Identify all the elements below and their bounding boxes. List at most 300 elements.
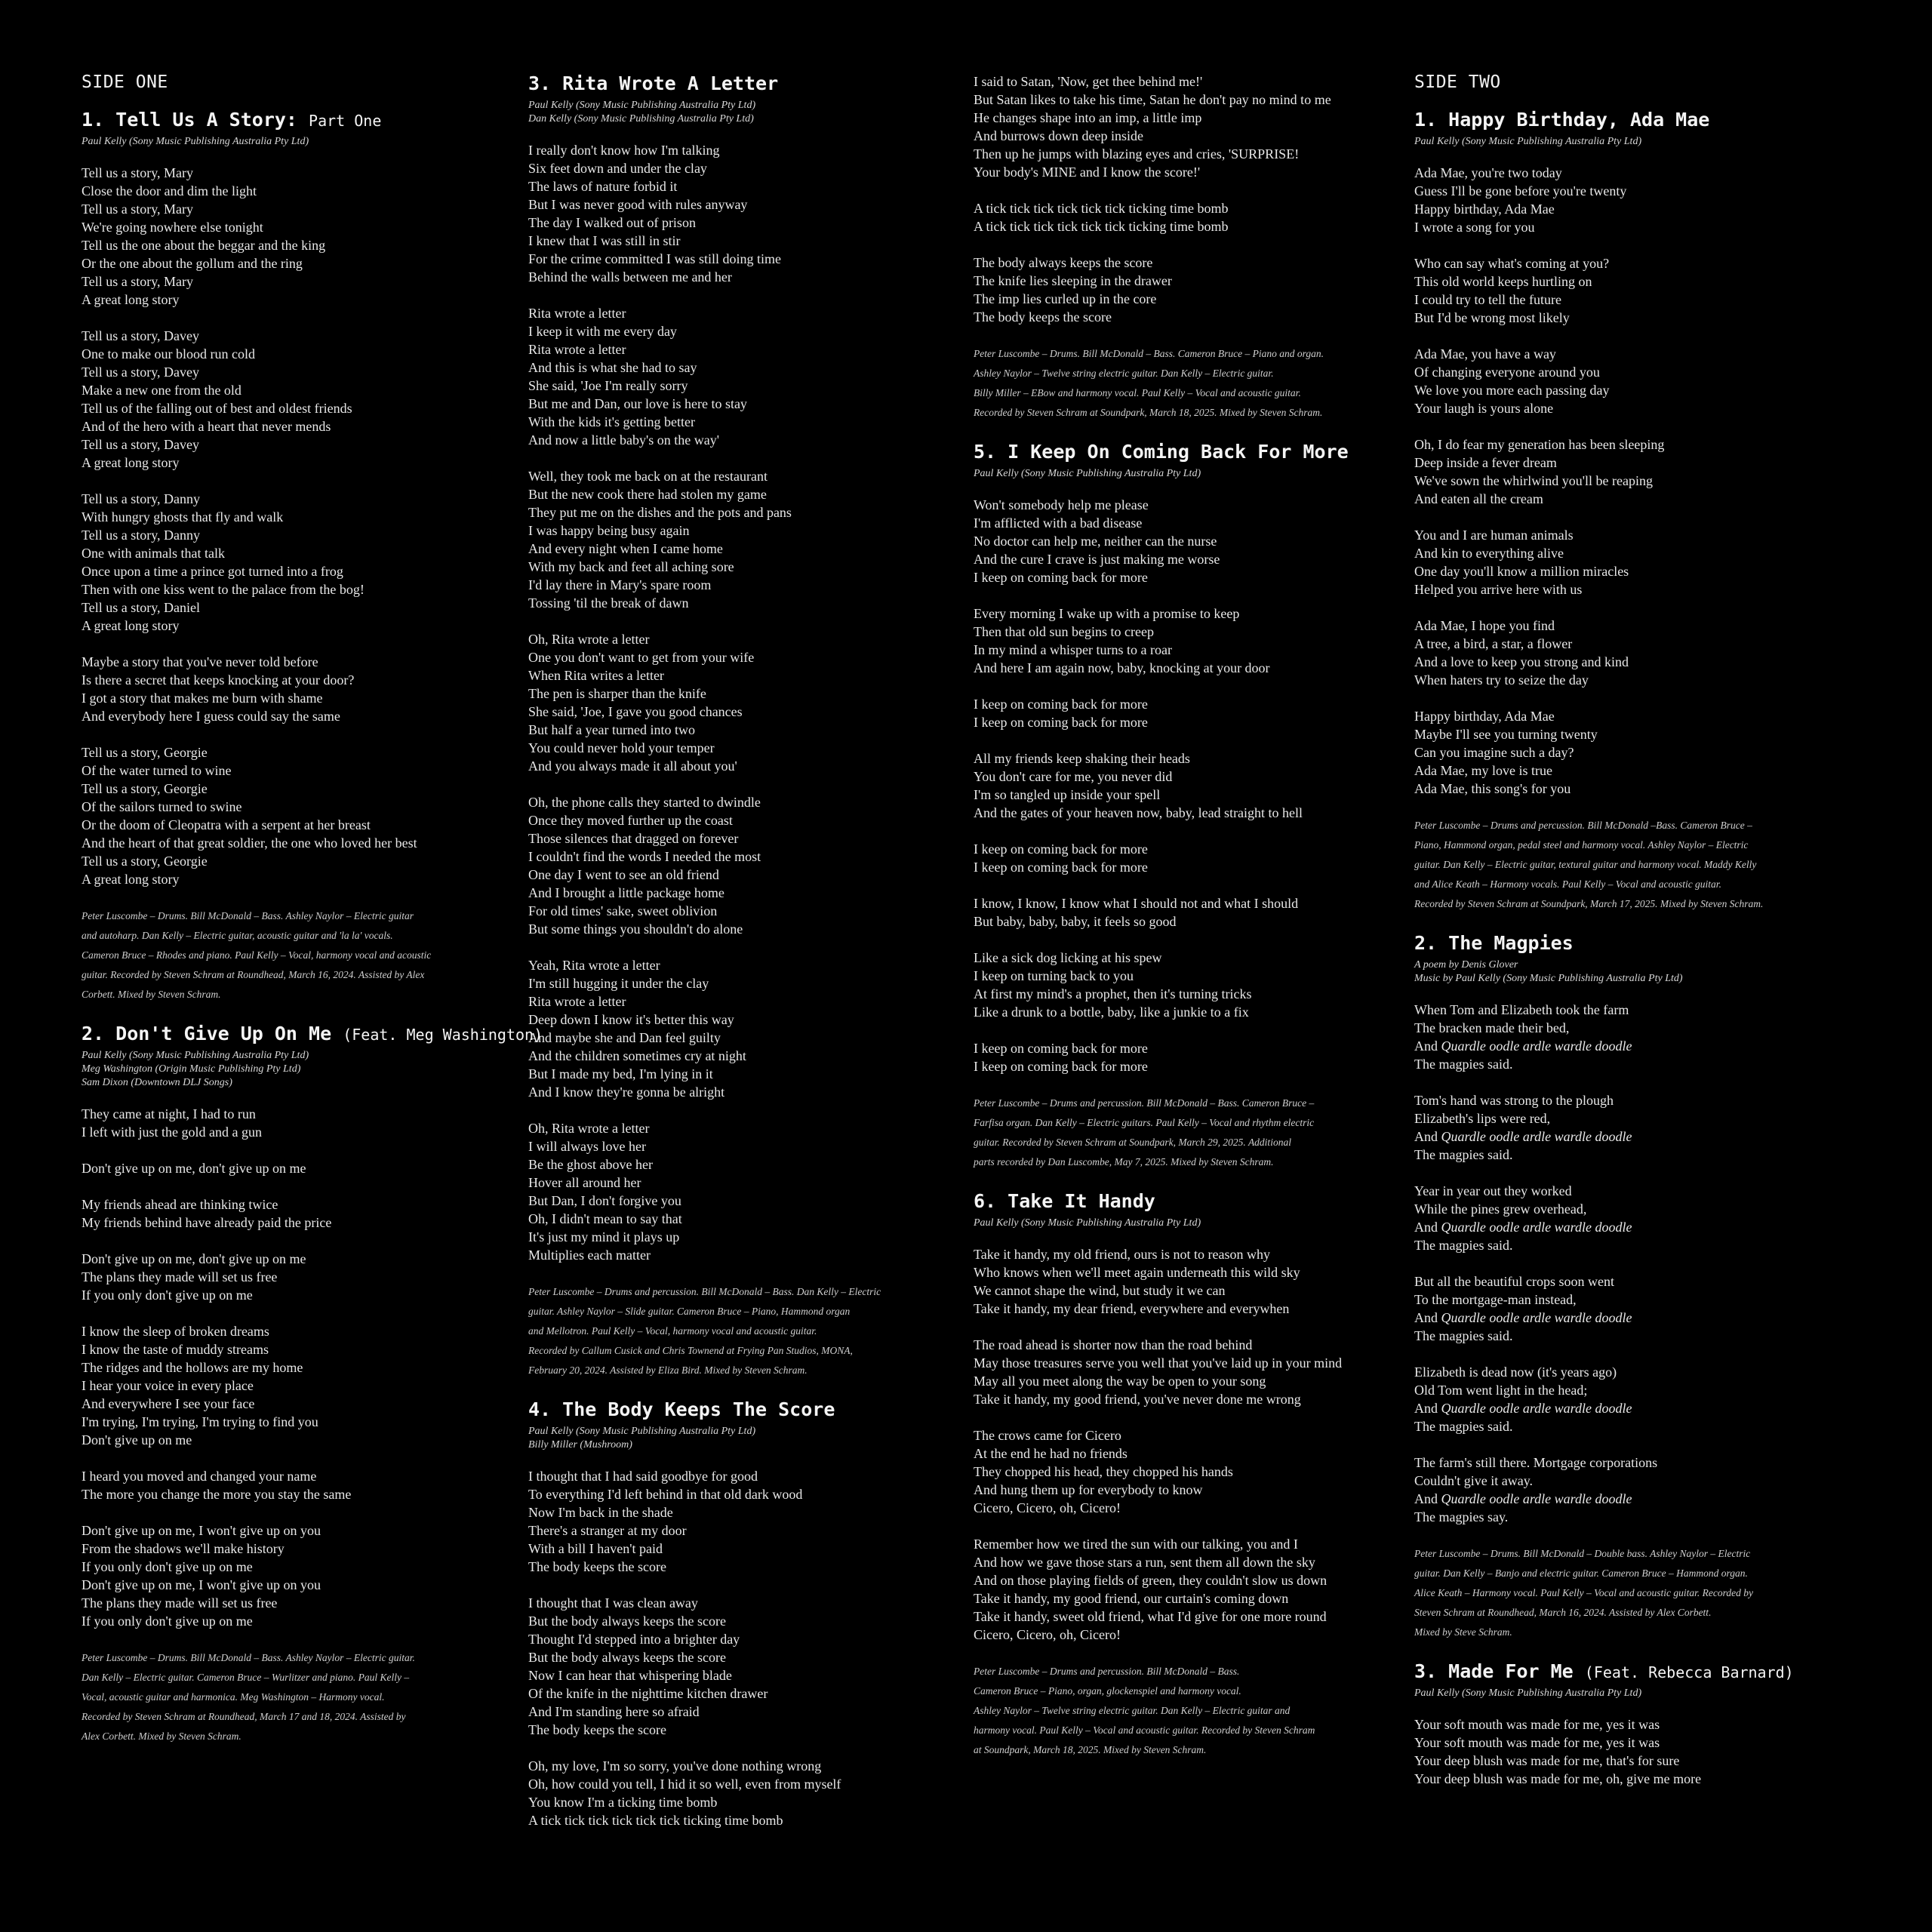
lyric-line: Your deep blush was made for me, that's for sure xyxy=(1414,1753,1680,1768)
songwriter-credits xyxy=(1414,135,1852,149)
lyric-line: And the heart of that great soldier, the one who loved her best xyxy=(82,835,417,851)
lyric-line: And I'm standing here so afraid xyxy=(528,1704,700,1719)
lyric-line: I couldn't find the words I needed the most xyxy=(528,849,761,864)
lyric-line: Every morning I wake up with a promise to keep xyxy=(974,606,1240,621)
lyric-line: Take it handy, sweet old friend, what I'd give for one more round xyxy=(974,1609,1327,1624)
lyric-line: You don't care for me, you never did xyxy=(974,769,1173,784)
song-block xyxy=(82,1023,543,1746)
lyric-line: She said, 'Joe, I gave you good chances xyxy=(528,704,743,719)
song-block xyxy=(528,1398,958,1829)
song-title-text: 1. Tell Us A Story: xyxy=(82,109,297,131)
lyric-line: May those treasures serve you well that you've laid up in your mind xyxy=(974,1355,1343,1371)
credit-line: Paul Kelly (Sony Music Publishing Australia Pty Ltd) xyxy=(974,468,1201,479)
lyric-line: Six feet down and under the clay xyxy=(528,161,707,176)
lyric-stanza xyxy=(82,1250,504,1304)
lyric-line: Deep inside a fever dream xyxy=(1414,455,1557,470)
songwriter-credits xyxy=(1414,1687,1852,1700)
lyric-line: Of changing everyone around you xyxy=(1414,365,1600,380)
lyric-line: Tom's hand was strong to the plough xyxy=(1414,1093,1614,1108)
lyric-line: We cannot shape the wind, but study it we can xyxy=(974,1283,1226,1298)
lyric-line: One day you'll know a million miracles xyxy=(1414,564,1629,579)
lyric-stanza xyxy=(974,1039,1404,1075)
lyric-stanza xyxy=(82,1195,504,1232)
lyric-line: And Quardle oodle ardle wardle doodle xyxy=(1414,1310,1632,1325)
lyric-line: We love you more each passing day xyxy=(1414,383,1610,398)
lyric-line: The bracken made their bed, xyxy=(1414,1020,1570,1035)
lyric-line: Don't give up on me, I won't give up on you xyxy=(82,1523,321,1538)
lyric-line: Take it handy, my dear friend, everywhere and everywhen xyxy=(974,1301,1290,1316)
lyric-line: Or the doom of Cleopatra with a serpent at her breast xyxy=(82,817,371,832)
column-3 xyxy=(974,72,1404,1778)
column-4 xyxy=(1414,72,1852,1806)
personnel-line: guitar. Recorded by Steven Schram at Roundhead, March 16, 2024. Assisted by Alex xyxy=(82,969,425,980)
lyric-line: Yeah, Rita wrote a letter xyxy=(528,958,660,973)
lyric-line: Ada Mae, my love is true xyxy=(1414,763,1552,778)
lyric-line: I thought that I had said goodbye for good xyxy=(528,1469,758,1484)
lyric-line: Deep down I know it's better this way xyxy=(528,1012,734,1027)
lyric-line: A great long story xyxy=(82,292,180,307)
song-subtitle: (Feat. Rebecca Barnard) xyxy=(1584,1663,1794,1681)
lyric-line: Tell us a story, Daniel xyxy=(82,600,201,615)
lyric-line: Behind the walls between me and her xyxy=(528,269,732,285)
lyric-line: I keep on coming back for more xyxy=(974,860,1148,875)
lyric-line: The plans they made will set us free xyxy=(82,1269,278,1284)
personnel-line: Mixed by Steve Schram. xyxy=(1414,1626,1512,1638)
song-block xyxy=(1414,109,1852,914)
lyric-stanza xyxy=(1414,1001,1852,1073)
lyric-line: And this is what she had to say xyxy=(528,360,697,375)
lyric-line: And how we gave those stars a run, sent them all down the sky xyxy=(974,1555,1315,1570)
lyric-line: Who can say what's coming at you? xyxy=(1414,256,1610,271)
song-block xyxy=(1414,932,1852,1642)
lyric-stanza xyxy=(528,304,958,449)
lyric-line: There's a stranger at my door xyxy=(528,1523,687,1538)
lyric-stanza xyxy=(1414,617,1852,689)
lyric-stanza xyxy=(1414,345,1852,417)
personnel-credits xyxy=(1414,1544,1852,1642)
personnel-line: Cameron Bruce – Rhodes and piano. Paul Kelly – Vocal, harmony vocal and acoustic xyxy=(82,949,432,961)
lyric-line: The more you change the more you stay the same xyxy=(82,1487,352,1502)
lyric-line: I thought that I was clean away xyxy=(528,1595,698,1611)
lyric-line: But me and Dan, our love is here to stay xyxy=(528,396,747,411)
lyric-line: Won't somebody help me please xyxy=(974,497,1149,512)
credit-line: Music by Paul Kelly (Sony Music Publishing Australia Pty Ltd) xyxy=(1414,973,1683,984)
credit-line: Paul Kelly (Sony Music Publishing Australia Pty Ltd) xyxy=(82,1050,309,1061)
lyric-stanza xyxy=(974,840,1404,876)
lyric-line: Thought I'd stepped into a brighter day xyxy=(528,1632,740,1647)
lyric-line: Don't give up on me, I won't give up on you xyxy=(82,1577,321,1592)
lyric-stanza xyxy=(1414,435,1852,508)
song-subtitle: Part One xyxy=(309,112,382,130)
lyric-stanza xyxy=(528,1119,958,1264)
lyric-line: The crows came for Cicero xyxy=(974,1428,1121,1443)
personnel-line: parts recorded by Dan Luscombe, May 7, 2025. Mixed by Steven Schram. xyxy=(974,1156,1274,1168)
song-title-text: 2. Don't Give Up On Me xyxy=(82,1023,332,1044)
song-title xyxy=(528,72,958,94)
songwriter-credits xyxy=(82,1049,504,1090)
lyric-stanza xyxy=(974,254,1404,326)
lyric-line: Guess I'll be gone before you're twenty xyxy=(1414,183,1627,198)
lyric-line: And Quardle oodle ardle wardle doodle xyxy=(1414,1038,1632,1054)
personnel-line: Vocal, acoustic guitar and harmonica. Meg Washington – Harmony vocal. xyxy=(82,1691,385,1703)
lyric-stanza xyxy=(82,490,504,635)
lyric-line: Those silences that dragged on forever xyxy=(528,831,739,846)
song-continuation xyxy=(974,72,1404,423)
lyric-line: Couldn't give it away. xyxy=(1414,1473,1534,1488)
lyric-line: Your soft mouth was made for me, yes it was xyxy=(1414,1735,1660,1750)
lyric-line: Tell us a story, Davey xyxy=(82,365,200,380)
lyric-line: In my mind a whisper turns to a roar xyxy=(974,642,1172,657)
personnel-line: Peter Luscombe – Drums and percussion. Bill McDonald – Bass. Cameron Bruce – xyxy=(974,1097,1315,1109)
lyric-stanza xyxy=(974,1535,1404,1644)
lyric-line: Who knows when we'll meet again underneath this wild sky xyxy=(974,1265,1300,1280)
lyric-line: I keep on coming back for more xyxy=(974,1041,1148,1056)
lyric-line: Then with one kiss went to the palace from the bog! xyxy=(82,582,365,597)
song-title-text: 5. I Keep On Coming Back For More xyxy=(974,441,1349,463)
lyric-line: Once they moved further up the coast xyxy=(528,813,733,828)
lyric-line: The day I walked out of prison xyxy=(528,215,696,230)
personnel-line: and Alice Keath – Harmony vocals. Paul Kelly – Vocal and acoustic guitar. xyxy=(1414,878,1721,890)
lyric-line: But the new cook there had stolen my game xyxy=(528,487,767,502)
lyric-line: Make a new one from the old xyxy=(82,383,242,398)
lyric-line: The laws of nature forbid it xyxy=(528,179,678,194)
personnel-line: harmony vocal. Paul Kelly – Vocal and acoustic guitar. Recorded by Steven Schram xyxy=(974,1724,1315,1736)
lyric-line: The body keeps the score xyxy=(528,1722,666,1737)
lyric-line: Cicero, Cicero, oh, Cicero! xyxy=(974,1500,1121,1515)
personnel-line: at Soundpark, March 18, 2025. Mixed by Steven Schram. xyxy=(974,1744,1207,1755)
lyric-line: Cicero, Cicero, oh, Cicero! xyxy=(974,1627,1121,1642)
lyric-stanza xyxy=(1414,1272,1852,1345)
lyric-line: And Quardle oodle ardle wardle doodle xyxy=(1414,1129,1632,1144)
lyric-stanza xyxy=(528,1467,958,1576)
lyric-stanza xyxy=(82,653,504,725)
lyric-line: And on those playing fields of green, they couldn't slow us down xyxy=(974,1573,1327,1588)
lyric-line: And everywhere I see your face xyxy=(82,1396,255,1411)
lyric-line: Tell us a story, Mary xyxy=(82,274,194,289)
personnel-line: guitar. Dan Kelly – Electric guitar, textural guitar and harmony vocal. Maddy Kelly xyxy=(1414,859,1757,870)
lyric-line: One with animals that talk xyxy=(82,546,225,561)
credit-line: Billy Miller (Mushroom) xyxy=(528,1439,632,1451)
lyric-line: The body keeps the score xyxy=(974,309,1112,325)
lyric-stanza xyxy=(1414,526,1852,598)
lyric-line: The magpies said. xyxy=(1414,1147,1513,1162)
lyric-stanza xyxy=(82,327,504,472)
lyric-line: Then up he jumps with blazing eyes and cries, 'SURPRISE! xyxy=(974,146,1300,162)
lyric-line: And of the hero with a heart that never mends xyxy=(82,419,331,434)
lyric-stanza xyxy=(82,1322,504,1449)
lyric-line: For old times' sake, sweet oblivion xyxy=(528,903,718,918)
lyric-line: If you only don't give up on me xyxy=(82,1287,253,1303)
lyric-line: Happy birthday, Ada Mae xyxy=(1414,202,1555,217)
lyric-stanza xyxy=(974,949,1404,1021)
lyric-line: Ada Mae, you're two today xyxy=(1414,165,1562,180)
song-subtitle: (Feat. Meg Washington) xyxy=(343,1026,543,1044)
personnel-line: guitar. Ashley Naylor – Slide guitar. Cameron Bruce – Piano, Hammond organ xyxy=(528,1306,851,1317)
lyric-line: And a love to keep you strong and kind xyxy=(1414,654,1629,669)
credit-line: Meg Washington (Origin Music Publishing Pty Ltd) xyxy=(82,1063,301,1075)
personnel-line: and Mellotron. Paul Kelly – Vocal, harmony vocal and acoustic guitar. xyxy=(528,1325,817,1337)
lyric-line: I left with just the gold and a gun xyxy=(82,1124,262,1140)
song-title xyxy=(974,441,1404,463)
column-1 xyxy=(82,72,543,1764)
lyric-line: Now I can hear that whispering blade xyxy=(528,1668,732,1683)
lyric-stanza xyxy=(528,467,958,612)
lyric-line: And the children sometimes cry at night xyxy=(528,1048,746,1063)
lyric-line: I got a story that makes me burn with shame xyxy=(82,691,323,706)
lyric-line: Be the ghost above her xyxy=(528,1157,653,1172)
lyric-stanza xyxy=(1414,1182,1852,1254)
lyric-line: Rita wrote a letter xyxy=(528,306,626,321)
lyric-line: He changes shape into an imp, a little imp xyxy=(974,110,1202,125)
personnel-line: Recorded by Steven Schram at Soundpark, March 17, 2025. Mixed by Steven Schram. xyxy=(1414,898,1764,909)
lyric-stanza xyxy=(528,630,958,775)
songwriter-credits xyxy=(974,467,1404,481)
lyric-line: May all you meet along the way be open to your song xyxy=(974,1374,1266,1389)
lyric-line: I heard you moved and changed your name xyxy=(82,1469,317,1484)
lyric-line: Like a drunk to a bottle, baby, like a junkie to a fix xyxy=(974,1004,1249,1020)
lyric-line: I'm trying, I'm trying, I'm trying to find you xyxy=(82,1414,318,1429)
lyric-line: You know I'm a ticking time bomb xyxy=(528,1795,718,1810)
lyric-line: With hungry ghosts that fly and walk xyxy=(82,509,284,525)
lyric-line: I keep on coming back for more xyxy=(974,715,1148,730)
lyric-line: Old Tom went light in the head; xyxy=(1414,1383,1588,1398)
lyric-line: Or the one about the gollum and the ring xyxy=(82,256,303,271)
lyric-stanza xyxy=(528,141,958,286)
credit-line: Paul Kelly (Sony Music Publishing Australia Pty Ltd) xyxy=(1414,136,1642,147)
lyric-stanza xyxy=(1414,164,1852,236)
lyric-stanza xyxy=(528,1757,958,1829)
lyric-line: And everybody here I guess could say the same xyxy=(82,709,340,724)
lyric-line: The magpies say. xyxy=(1414,1509,1509,1524)
lyric-stanza xyxy=(1414,1454,1852,1526)
lyric-line: I'd lay there in Mary's spare room xyxy=(528,577,712,592)
lyric-line: I keep on turning back to you xyxy=(974,968,1134,983)
lyric-line: I know, I know, I know what I should not and what I should xyxy=(974,896,1299,911)
lyric-line: Year in year out they worked xyxy=(1414,1183,1572,1198)
lyric-line: Elizabeth is dead now (it's years ago) xyxy=(1414,1364,1617,1380)
lyric-line: But the body always keeps the score xyxy=(528,1650,726,1665)
lyric-line: Your body's MINE and I know the score!' xyxy=(974,165,1201,180)
lyric-line: Tell us a story, Mary xyxy=(82,202,194,217)
personnel-line: Peter Luscombe – Drums and percussion. Bill McDonald – Bass. xyxy=(974,1666,1240,1677)
lyric-line: This old world keeps hurtling on xyxy=(1414,274,1592,289)
lyric-line: Tell us a story, Davey xyxy=(82,328,200,343)
lyric-line: Your laugh is yours alone xyxy=(1414,401,1554,416)
credit-line: Paul Kelly (Sony Music Publishing Australia Pty Ltd) xyxy=(1414,1687,1642,1699)
lyric-stanza xyxy=(528,793,958,938)
lyric-line: I keep on coming back for more xyxy=(974,1059,1148,1074)
lyric-line: Tell us a story, Georgie xyxy=(82,781,208,796)
lyric-line: Rita wrote a letter xyxy=(528,994,626,1009)
lyric-line: But baby, baby, baby, it feels so good xyxy=(974,914,1177,929)
lyric-line: With my back and feet all aching sore xyxy=(528,559,734,574)
lyric-line: Like a sick dog licking at his spew xyxy=(974,950,1162,965)
lyric-line: If you only don't give up on me xyxy=(82,1614,253,1629)
lyric-line: Ada Mae, you have a way xyxy=(1414,346,1556,361)
lyric-line: A tick tick tick tick tick tick ticking time bomb xyxy=(974,201,1229,216)
personnel-line: Dan Kelly – Electric guitar. Cameron Bruce – Wurlitzer and piano. Paul Kelly – xyxy=(82,1672,410,1683)
lyric-line: Oh, my love, I'm so sorry, you've done nothing wrong xyxy=(528,1758,822,1774)
lyric-line: With a bill I haven't paid xyxy=(528,1541,663,1556)
lyric-line: The pen is sharper than the knife xyxy=(528,686,706,701)
personnel-line: Ashley Naylor – Twelve string electric guitar. Dan Kelly – Electric guitar. xyxy=(974,368,1274,379)
lyric-line: You and I are human animals xyxy=(1414,528,1574,543)
lyric-line: Of the sailors turned to swine xyxy=(82,799,242,814)
lyric-line: Elizabeth's lips were red, xyxy=(1414,1111,1551,1126)
lyric-line: Multiplies each matter xyxy=(528,1247,651,1263)
lyric-line: And hung them up for everybody to know xyxy=(974,1482,1203,1497)
personnel-line: Alex Corbett. Mixed by Steven Schram. xyxy=(82,1730,242,1742)
lyric-line: And every night when I came home xyxy=(528,541,723,556)
lyric-line: Rita wrote a letter xyxy=(528,342,626,357)
lyric-line: The knife lies sleeping in the drawer xyxy=(974,273,1172,288)
lyric-stanza xyxy=(1414,707,1852,798)
lyric-line: The farm's still there. Mortgage corporations xyxy=(1414,1455,1658,1470)
lyric-line: I'm afflicted with a bad disease xyxy=(974,515,1143,531)
lyric-line: One to make our blood run cold xyxy=(82,346,255,361)
personnel-credits xyxy=(974,1094,1404,1172)
lyric-line: I hear your voice in every place xyxy=(82,1378,254,1393)
songwriter-credits xyxy=(528,99,958,126)
lyric-line: My friends ahead are thinking twice xyxy=(82,1197,278,1212)
lyric-line: Oh, the phone calls they started to dwindle xyxy=(528,795,761,810)
lyric-stanza xyxy=(974,749,1404,822)
lyric-line: The imp lies curled up in the core xyxy=(974,291,1157,306)
lyric-line: At first my mind's a prophet, then it's turning tricks xyxy=(974,986,1252,1001)
lyric-line: They came at night, I had to run xyxy=(82,1106,256,1121)
lyric-stanza xyxy=(1414,1715,1852,1788)
lyric-line: And Quardle oodle ardle wardle doodle xyxy=(1414,1491,1632,1506)
personnel-credits xyxy=(82,1648,504,1746)
lyric-line: But half a year turned into two xyxy=(528,722,695,737)
lyric-line: And I brought a little package home xyxy=(528,885,724,900)
lyric-line: Don't give up on me, don't give up on me xyxy=(82,1251,306,1266)
lyric-stanza xyxy=(82,1105,504,1141)
lyric-line: Maybe I'll see you turning twenty xyxy=(1414,727,1598,742)
lyric-line: Don't give up on me xyxy=(82,1432,192,1447)
lyric-line: Your deep blush was made for me, oh, give me more xyxy=(1414,1771,1702,1786)
lyric-line: Tell us a story, Danny xyxy=(82,491,201,506)
song-block xyxy=(528,72,958,1380)
lyric-line: It's just my mind it plays up xyxy=(528,1229,680,1244)
lyric-line: We've sown the whirlwind you'll be reaping xyxy=(1414,473,1653,488)
lyric-stanza xyxy=(528,956,958,1101)
lyric-line: I know the taste of muddy streams xyxy=(82,1342,269,1357)
lyric-line: Take it handy, my good friend, our curtain's coming down xyxy=(974,1591,1289,1606)
song-title xyxy=(974,1190,1404,1212)
personnel-credits xyxy=(1414,816,1852,914)
lyric-stanza xyxy=(974,695,1404,731)
lyric-line: But I made my bed, I'm lying in it xyxy=(528,1066,713,1081)
lyric-stanza xyxy=(1414,1363,1852,1435)
song-title xyxy=(528,1398,958,1420)
lyric-stanza xyxy=(974,894,1404,931)
lyric-line: Ada Mae, this song's for you xyxy=(1414,781,1571,796)
lyric-line: Hover all around her xyxy=(528,1175,641,1190)
lyric-line: But some things you shouldn't do alone xyxy=(528,921,743,937)
song-block xyxy=(974,1190,1404,1760)
lyric-line: The ridges and the hollows are my home xyxy=(82,1360,303,1375)
song-title xyxy=(1414,1660,1852,1682)
personnel-credits xyxy=(82,906,504,1004)
song-title xyxy=(82,1023,543,1044)
lyric-stanza xyxy=(82,1521,504,1630)
lyric-line: And now a little baby's on the way' xyxy=(528,432,719,448)
lyric-line: I was happy being busy again xyxy=(528,523,690,538)
song-title-text: 1. Happy Birthday, Ada Mae xyxy=(1414,109,1710,131)
column-2 xyxy=(528,72,958,1847)
lyric-stanza xyxy=(82,743,504,888)
lyric-line: They put me on the dishes and the pots and pans xyxy=(528,505,792,520)
lyric-stanza xyxy=(1414,1091,1852,1164)
lyric-line: But all the beautiful crops soon went xyxy=(1414,1274,1614,1289)
lyric-line: But the body always keeps the score xyxy=(528,1614,726,1629)
lyric-line: The road ahead is shorter now than the road behind xyxy=(974,1337,1253,1352)
lyric-line: No doctor can help me, neither can the nurse xyxy=(974,534,1217,549)
personnel-line: and autoharp. Dan Kelly – Electric guitar, acoustic guitar and 'la la' vocals. xyxy=(82,930,393,941)
lyric-line: Helped you arrive here with us xyxy=(1414,582,1583,597)
songwriter-credits xyxy=(1414,958,1852,986)
song-title-text: 3. Made For Me xyxy=(1414,1660,1574,1682)
personnel-line: Piano, Hammond organ, pedal steel and harmony vocal. Ashley Naylor – Electric xyxy=(1414,839,1749,851)
song-title-text: 6. Take It Handy xyxy=(974,1190,1155,1212)
song-title xyxy=(1414,109,1852,131)
lyric-line: The magpies said. xyxy=(1414,1238,1513,1253)
lyric-line: Tell us a story, Davey xyxy=(82,437,200,452)
personnel-line: Steven Schram at Roundhead, March 16, 2024. Assisted by Alex Corbett. xyxy=(1414,1607,1712,1618)
lyric-line: A great long story xyxy=(82,455,180,470)
lyric-line: My friends behind have already paid the price xyxy=(82,1215,332,1230)
lyric-line: For the crime committed I was still doing time xyxy=(528,251,781,266)
lyric-line: We're going nowhere else tonight xyxy=(82,220,263,235)
lyric-line: To everything I'd left behind in that old dark wood xyxy=(528,1487,803,1502)
lyric-line: A tick tick tick tick tick tick ticking time bomb xyxy=(974,219,1229,234)
lyric-line: Happy birthday, Ada Mae xyxy=(1414,709,1555,724)
lyric-line: Of the knife in the nighttime kitchen drawer xyxy=(528,1686,768,1701)
lyric-line: I know the sleep of broken dreams xyxy=(82,1324,269,1339)
song-title-text: 4. The Body Keeps The Score xyxy=(528,1398,835,1420)
song-title-text: 3. Rita Wrote A Letter xyxy=(528,72,779,94)
lyric-line: A tree, a bird, a star, a flower xyxy=(1414,636,1573,651)
lyric-line: I'm still hugging it under the clay xyxy=(528,976,709,991)
lyric-line: The magpies said. xyxy=(1414,1419,1513,1434)
lyric-line: But I was never good with rules anyway xyxy=(528,197,748,212)
personnel-line: Billy Miller – EBow and harmony vocal. Paul Kelly – Vocal and acoustic guitar. xyxy=(974,387,1301,398)
lyric-line: Maybe a story that you've never told before xyxy=(82,654,318,669)
lyric-line: Is there a secret that keeps knocking at your door? xyxy=(82,672,355,688)
lyric-line: Oh, I do fear my generation has been sleeping xyxy=(1414,437,1665,452)
lyric-line: I knew that I was still in stir xyxy=(528,233,681,248)
lyric-line: Don't give up on me, don't give up on me xyxy=(82,1161,306,1176)
lyric-line: Take it handy, my good friend, you've never done me wrong xyxy=(974,1392,1301,1407)
lyric-line: And eaten all the cream xyxy=(1414,491,1543,506)
lyric-stanza xyxy=(974,1426,1404,1517)
lyric-stanza xyxy=(974,1336,1404,1408)
lyric-line: Tell us a story, Georgie xyxy=(82,854,208,869)
side-label: SIDE ONE xyxy=(82,72,168,92)
credit-line: Paul Kelly (Sony Music Publishing Australia Pty Ltd) xyxy=(528,1426,756,1437)
song-title xyxy=(1414,932,1852,954)
lyric-line: The plans they made will set us free xyxy=(82,1595,278,1611)
personnel-line: Peter Luscombe – Drums and percussion. Bill McDonald – Bass. Dan Kelly – Electric xyxy=(528,1286,881,1297)
lyric-line: And Quardle oodle ardle wardle doodle xyxy=(1414,1401,1632,1416)
song-title xyxy=(82,109,504,131)
songwriter-credits xyxy=(528,1425,958,1452)
lyric-line: I keep on coming back for more xyxy=(974,697,1148,712)
lyric-line: Ada Mae, I hope you find xyxy=(1414,618,1555,633)
personnel-line: guitar. Dan Kelly – Banjo and electric guitar. Cameron Bruce – Hammond organ. xyxy=(1414,1567,1748,1579)
lyric-line: And maybe she and Dan feel guilty xyxy=(528,1030,721,1045)
